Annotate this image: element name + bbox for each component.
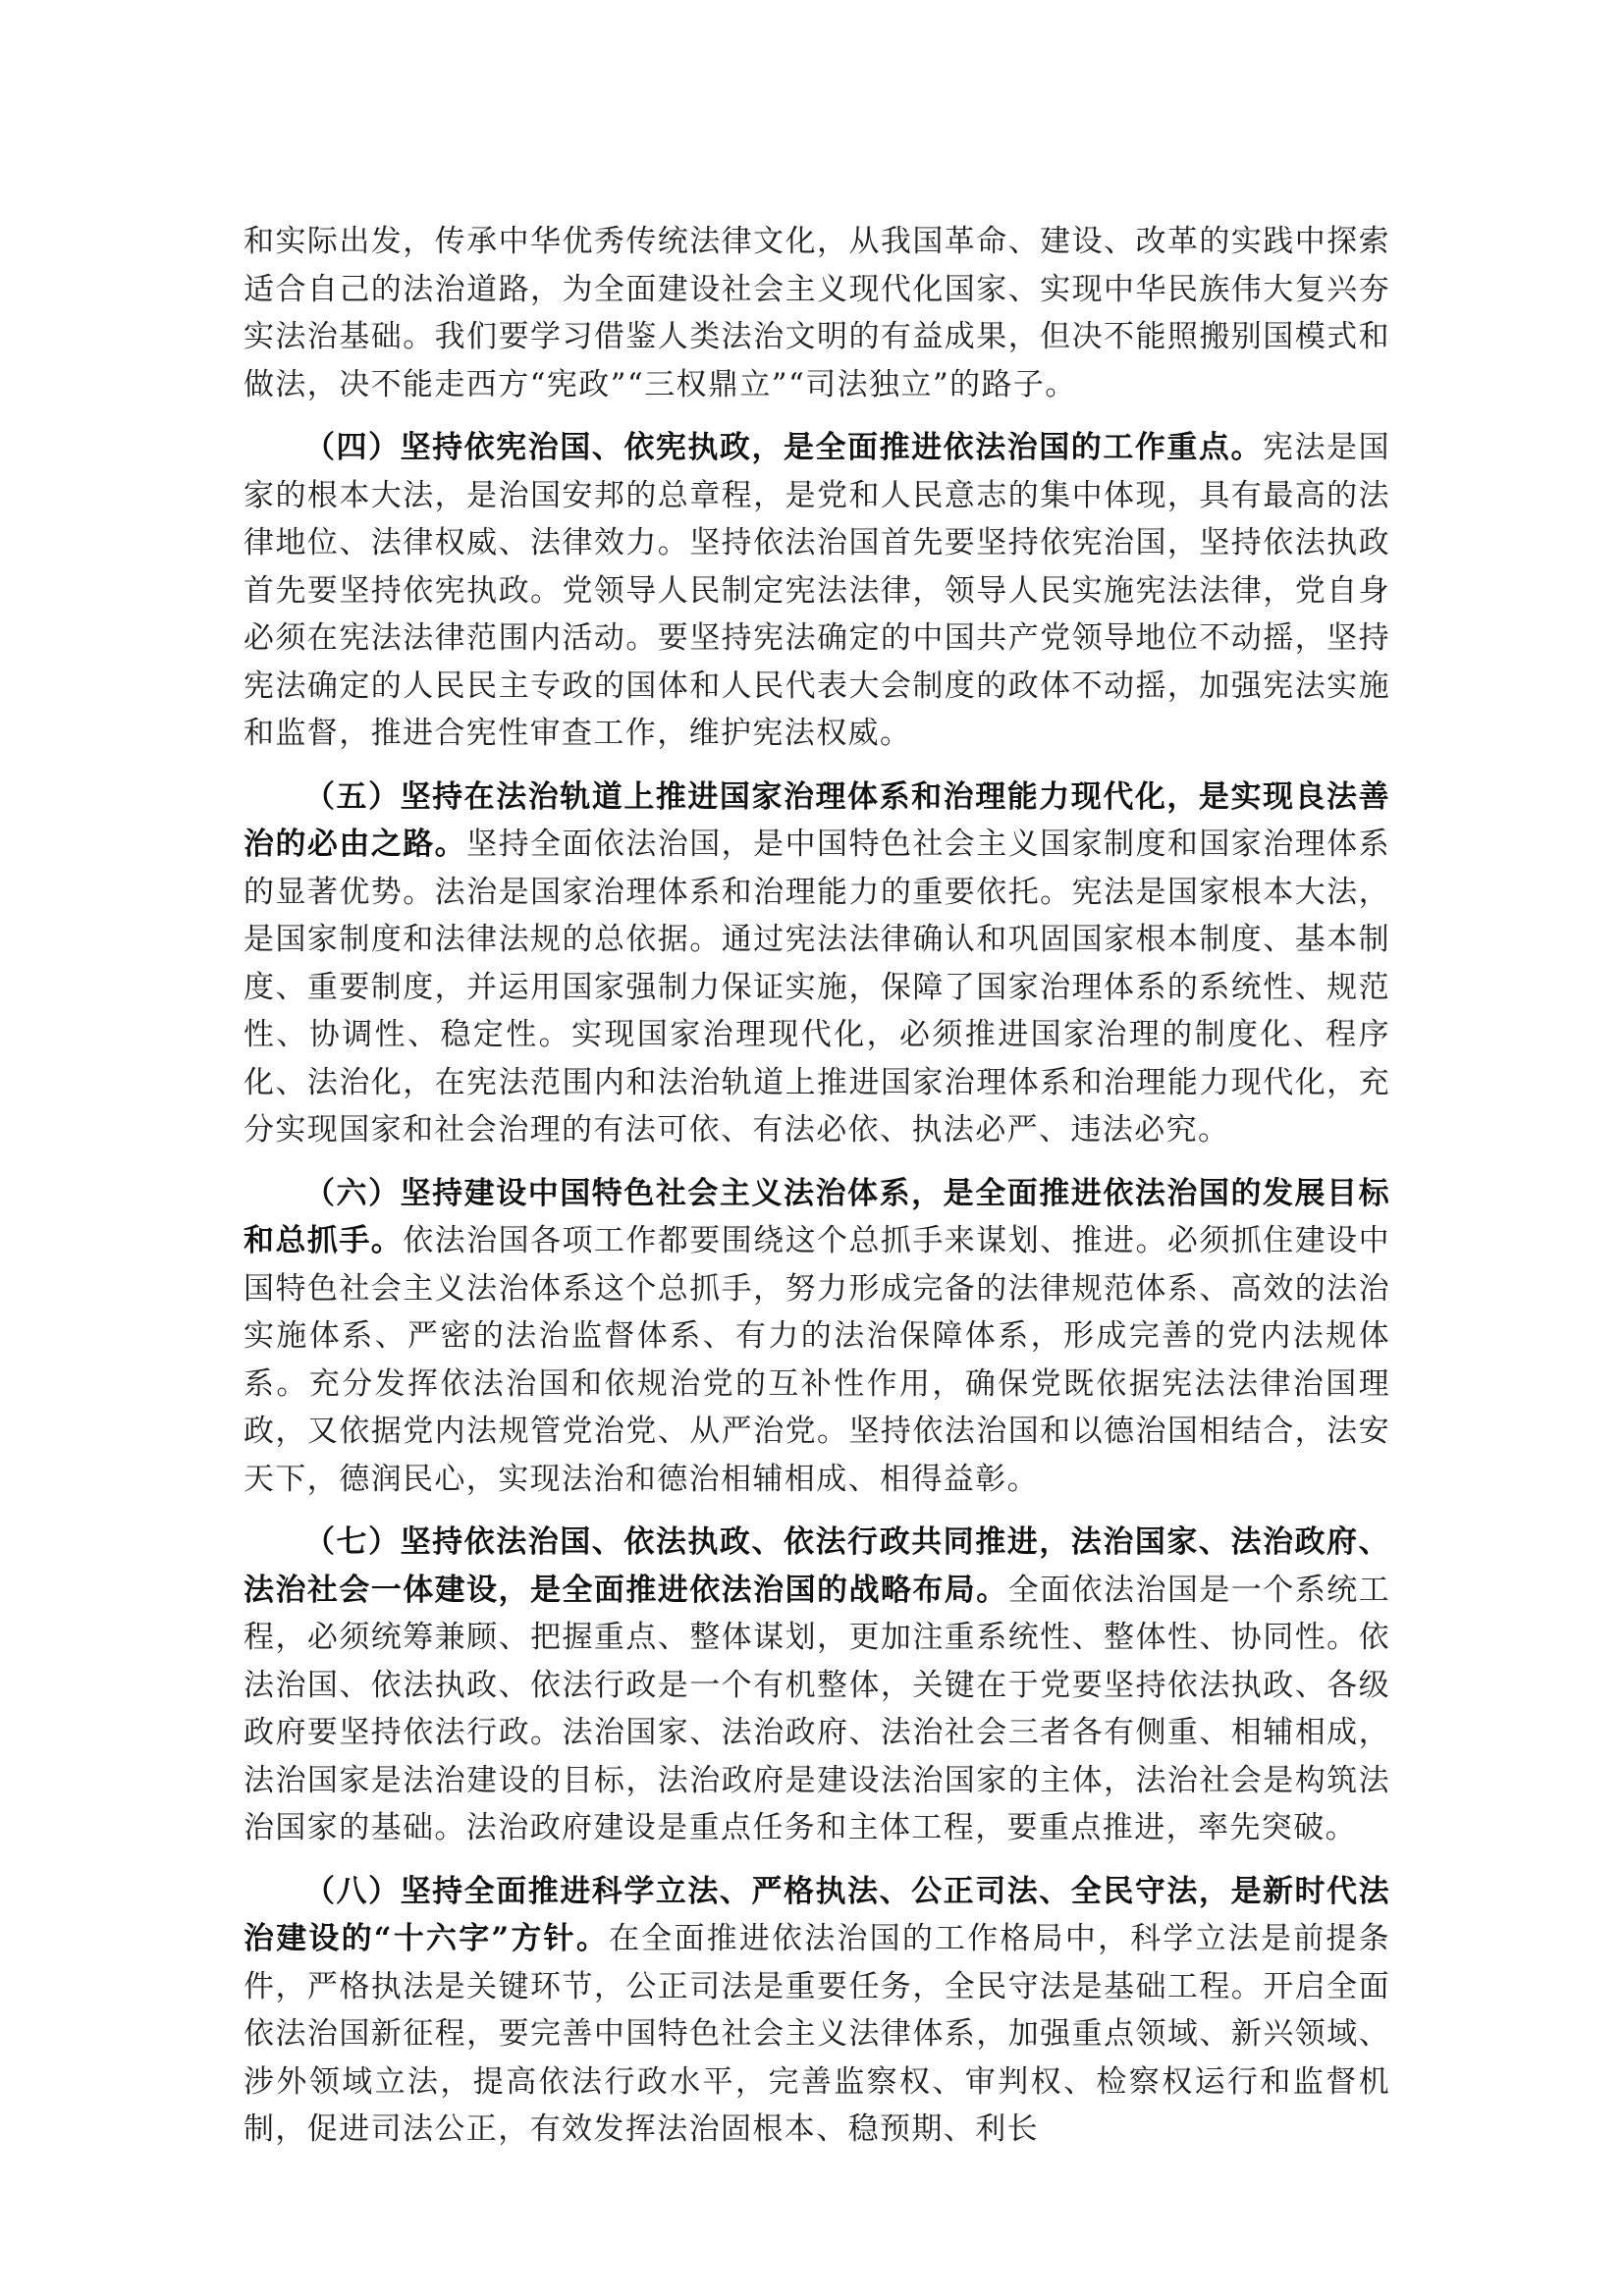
paragraph-body: 和实际出发，传承中华优秀传统法律文化，从我国革命、建设、改革的实践中探索适合自己的法治道路，为全面建设社会主义现代化国家、实现中华民族伟大复兴夯实法治基础。我们要学习借鉴人类法治文明的有益成果，但决不能照搬别国模式和做法，决不能走西方“宪政”“三权鼎立”“司法独立”的路子。 xyxy=(244,224,1390,402)
section-heading: （五）坚持在法治轨道上推进国家治理体系和治理能力现代化，是实现良法善治的必由之路。 xyxy=(244,778,1390,862)
paragraph-body: 依法治国各项工作都要围绕这个总抓手来谋划、推进。必须抓住建设中国特色社会主义法治体系这个总抓手，努力形成完备的法律规范体系、高效的法治实施体系、严密的法治监督体系、有力的法治保障体系，形成完善的党内法规体系。充分发挥依法治国和依规治党的互补性作用，确保党既依据宪法法律治国理政，又依据党内法规管党治党、从严治党。坚持依法治国和以德治国相结合，法安天下，德润民心，实现法治和德治相辅相成、相得益彰。 xyxy=(244,1223,1390,1497)
paragraph-continued xyxy=(244,218,1390,408)
paragraph-section-8 xyxy=(244,1868,1390,2154)
paragraph-body: 在全面推进依法治国的工作格局中，科学立法是前提条件，严格执法是关键环节，公正司法是重要任务，全民守法是基础工程。开启全面依法治国新征程，要完善中国特色社会主义法律体系，加强重点领域、新兴领域、涉外领域立法，提高依法行政水平，完善监察权、审判权、检察权运行和监督机制，促进司法公正，有效发挥法治固根本、稳预期、利长 xyxy=(244,1921,1390,2147)
paragraph-body: 坚持全面依法治国，是中国特色社会主义国家制度和国家治理体系的显著优势。法治是国家治理体系和治理能力的重要依托。宪法是国家根本大法，是国家制度和法律法规的总依据。通过宪法法律确认和巩固国家根本制度、基本制度、重要制度，并运用国家强制力保证实施，保障了国家治理体系的系统性、规范性、协调性、稳定性。实现国家治理现代化，必须推进国家治理的制度化、程序化、法治化，在宪法范围内和法治轨道上推进国家治理体系和治理能力现代化，充分实现国家和社会治理的有法可依、有法必依、执法必严、违法必究。 xyxy=(244,827,1390,1148)
section-heading: （四）坚持依宪治国、依宪执政，是全面推进依法治国的工作重点。 xyxy=(304,430,1263,465)
document-page xyxy=(244,218,1390,2169)
section-heading: （六）坚持建设中国特色社会主义法治体系，是全面推进依法治国的发展目标和总抓手。 xyxy=(244,1175,1390,1258)
paragraph-section-6 xyxy=(244,1170,1390,1504)
paragraph-section-5 xyxy=(244,774,1390,1154)
paragraph-body: 宪法是国家的根本大法，是治国安邦的总章程，是党和人民意志的集中体现，具有最高的法律地位、法律权威、法律效力。坚持依法治国首先要坚持依宪治国，坚持依法执政首先要坚持依宪执政。党领导人民制定宪法法律，领导人民实施宪法法律，党自身必须在宪法法律范围内活动。要坚持宪法确定的中国共产党领导地位不动摇，坚持宪法确定的人民民主专政的国体和人民代表大会制度的政体不动摇，加强宪法实施和监督，推进合宪性审查工作，维护宪法权威。 xyxy=(244,430,1390,751)
section-heading: （八）坚持全面推进科学立法、严格执法、公正司法、全民守法，是新时代法治建设的“十六字”方针。 xyxy=(244,1873,1390,1956)
paragraph-section-4 xyxy=(244,424,1390,758)
paragraph-body: 全面依法治国是一个系统工程，必须统筹兼顾、把握重点、整体谋划，更加注重系统性、整体性、协同性。依法治国、依法执政、依法行政是一个有机整体，关键在于党要坚持依法执政、各级政府要坚持依法行政。法治国家、法治政府、法治社会三者各有侧重、相辅相成，法治国家是法治建设的目标，法治政府是建设法治国家的主体，法治社会是构筑法治国家的基础。法治政府建设是重点任务和主体工程，要重点推进，率先突破。 xyxy=(244,1572,1390,1845)
paragraph-section-7 xyxy=(244,1519,1390,1852)
section-heading: （七）坚持依法治国、依法执政、依法行政共同推进，法治国家、法治政府、法治社会一体建设，是全面推进依法治国的战略布局。 xyxy=(244,1524,1390,1608)
